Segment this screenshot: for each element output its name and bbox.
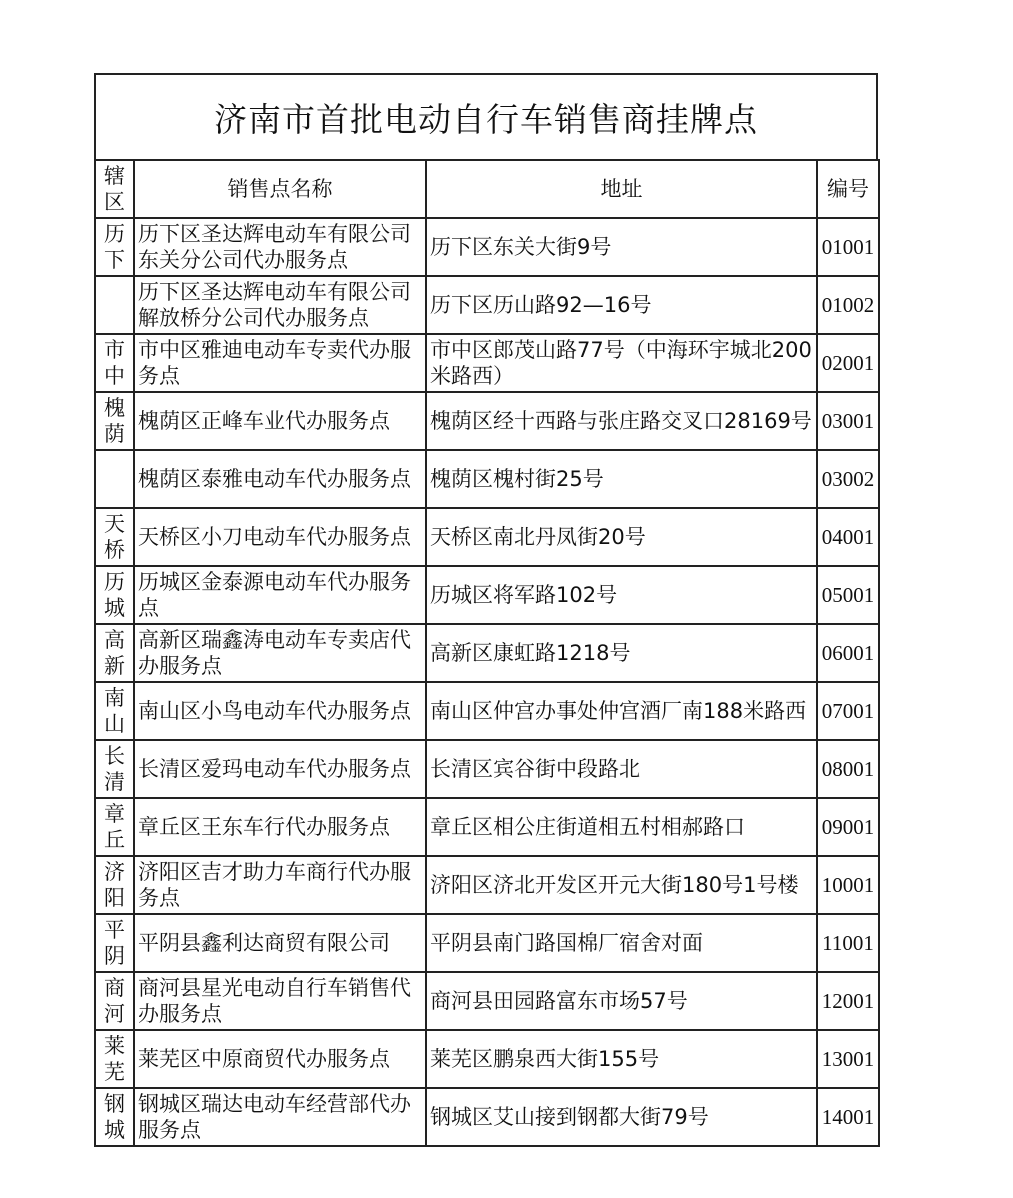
address-cell: 槐荫区经十西路与张庄路交叉口28169号 — [426, 392, 817, 450]
district-cell: 南山 — [95, 682, 134, 740]
dealer-name-cell: 历下区圣达辉电动车有限公司解放桥分公司代办服务点 — [134, 276, 426, 334]
dealer-name-cell: 钢城区瑞达电动车经营部代办服务点 — [134, 1088, 426, 1146]
code-cell: 11001 — [817, 914, 879, 972]
table-row — [95, 566, 879, 624]
district-cell: 平阴 — [95, 914, 134, 972]
table-row — [95, 392, 879, 450]
table-row — [95, 276, 879, 334]
dealer-name-cell: 天桥区小刀电动车代办服务点 — [134, 508, 426, 566]
district-cell: 济阳 — [95, 856, 134, 914]
district-cell — [95, 450, 134, 508]
code-cell: 01001 — [817, 218, 879, 276]
dealer-name-cell: 章丘区王东车行代办服务点 — [134, 798, 426, 856]
code-cell: 09001 — [817, 798, 879, 856]
header-row — [95, 160, 879, 218]
address-cell: 历城区将军路102号 — [426, 566, 817, 624]
code-cell: 12001 — [817, 972, 879, 1030]
table-row — [95, 914, 879, 972]
district-cell: 市中 — [95, 334, 134, 392]
table-row — [95, 856, 879, 914]
header-district: 辖区 — [95, 160, 134, 218]
code-cell: 05001 — [817, 566, 879, 624]
table-row — [95, 972, 879, 1030]
dealer-name-cell: 槐荫区泰雅电动车代办服务点 — [134, 450, 426, 508]
dealer-table — [94, 159, 880, 1147]
code-cell: 01002 — [817, 276, 879, 334]
document-title: 济南市首批电动自行车销售商挂牌点 — [94, 73, 878, 159]
address-cell: 莱芜区鹏泉西大街155号 — [426, 1030, 817, 1088]
table-row — [95, 798, 879, 856]
table-row — [95, 740, 879, 798]
dealer-name-cell: 市中区雅迪电动车专卖代办服务点 — [134, 334, 426, 392]
dealer-name-cell: 商河县星光电动自行车销售代办服务点 — [134, 972, 426, 1030]
address-cell: 长清区宾谷街中段路北 — [426, 740, 817, 798]
table-row — [95, 218, 879, 276]
code-cell: 02001 — [817, 334, 879, 392]
district-cell: 章丘 — [95, 798, 134, 856]
code-cell: 13001 — [817, 1030, 879, 1088]
district-cell: 槐荫 — [95, 392, 134, 450]
table-row — [95, 624, 879, 682]
dealer-name-cell: 历下区圣达辉电动车有限公司东关分公司代办服务点 — [134, 218, 426, 276]
table-row — [95, 682, 879, 740]
code-cell: 06001 — [817, 624, 879, 682]
dealer-list-sheet — [94, 73, 878, 1147]
header-code: 编号 — [817, 160, 879, 218]
dealer-name-cell: 长清区爱玛电动车代办服务点 — [134, 740, 426, 798]
district-cell: 商河 — [95, 972, 134, 1030]
address-cell: 槐荫区槐村街25号 — [426, 450, 817, 508]
table-row — [95, 508, 879, 566]
code-cell: 04001 — [817, 508, 879, 566]
dealer-name-cell: 南山区小鸟电动车代办服务点 — [134, 682, 426, 740]
dealer-name-cell: 莱芜区中原商贸代办服务点 — [134, 1030, 426, 1088]
district-cell: 天桥 — [95, 508, 134, 566]
table-row — [95, 334, 879, 392]
address-cell: 济阳区济北开发区开元大街180号1号楼 — [426, 856, 817, 914]
address-cell: 南山区仲宫办事处仲宫酒厂南188米路西 — [426, 682, 817, 740]
code-cell: 03001 — [817, 392, 879, 450]
district-cell: 历城 — [95, 566, 134, 624]
code-cell: 14001 — [817, 1088, 879, 1146]
address-cell: 平阴县南门路国棉厂宿舍对面 — [426, 914, 817, 972]
district-cell: 莱芜 — [95, 1030, 134, 1088]
table-row — [95, 1030, 879, 1088]
address-cell: 高新区康虹路1218号 — [426, 624, 817, 682]
dealer-name-cell: 槐荫区正峰车业代办服务点 — [134, 392, 426, 450]
district-cell: 历下 — [95, 218, 134, 276]
dealer-name-cell: 高新区瑞鑫涛电动车专卖店代办服务点 — [134, 624, 426, 682]
address-cell: 市中区郎茂山路77号（中海环宇城北200米路西） — [426, 334, 817, 392]
dealer-name-cell: 历城区金泰源电动车代办服务点 — [134, 566, 426, 624]
code-cell: 03002 — [817, 450, 879, 508]
address-cell: 天桥区南北丹凤街20号 — [426, 508, 817, 566]
district-cell: 钢城 — [95, 1088, 134, 1146]
address-cell: 钢城区艾山接到钢都大街79号 — [426, 1088, 817, 1146]
table-row — [95, 1088, 879, 1146]
district-cell: 长清 — [95, 740, 134, 798]
code-cell: 07001 — [817, 682, 879, 740]
address-cell: 历下区东关大街9号 — [426, 218, 817, 276]
dealer-name-cell: 济阳区吉才助力车商行代办服务点 — [134, 856, 426, 914]
table-row — [95, 450, 879, 508]
address-cell: 章丘区相公庄街道相五村相郝路口 — [426, 798, 817, 856]
header-name: 销售点名称 — [134, 160, 426, 218]
dealer-name-cell: 平阴县鑫利达商贸有限公司 — [134, 914, 426, 972]
code-cell: 08001 — [817, 740, 879, 798]
address-cell: 商河县田园路富东市场57号 — [426, 972, 817, 1030]
address-cell: 历下区历山路92—16号 — [426, 276, 817, 334]
district-cell: 高新 — [95, 624, 134, 682]
district-cell — [95, 276, 134, 334]
header-address: 地址 — [426, 160, 817, 218]
code-cell: 10001 — [817, 856, 879, 914]
